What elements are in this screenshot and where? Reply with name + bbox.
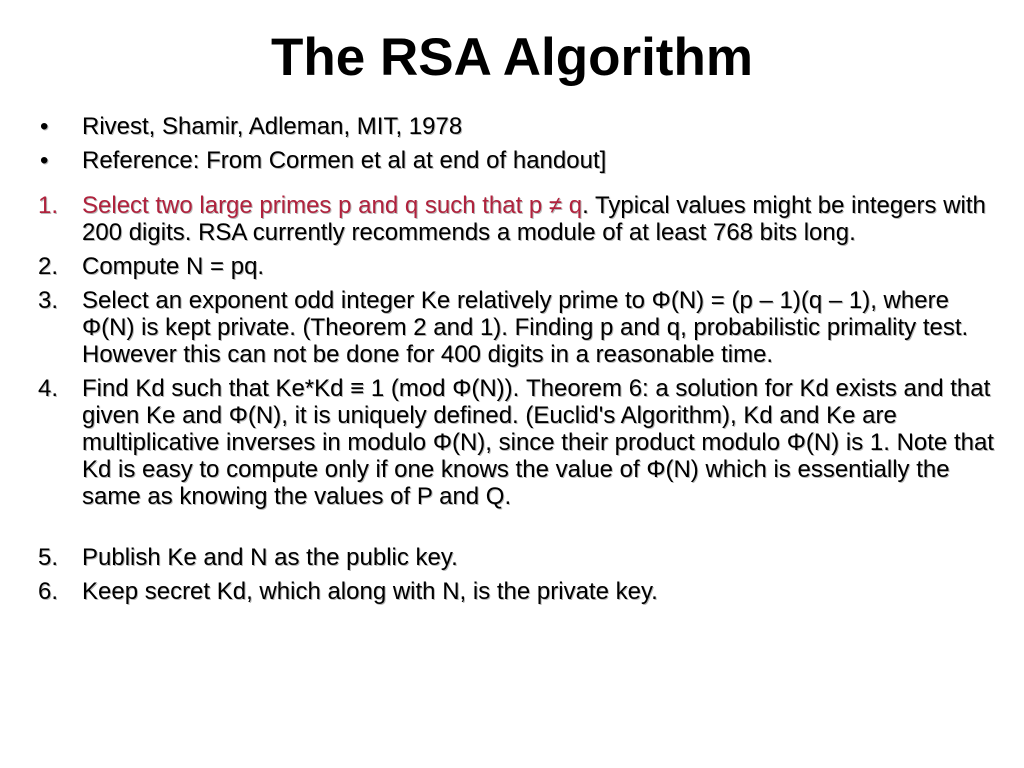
bullet-marker: • [40, 147, 49, 174]
slide-content [38, 111, 998, 605]
numbered-item [38, 253, 998, 280]
bullet-item [38, 147, 998, 174]
numbered-item [38, 578, 998, 605]
item-number: 6. [38, 578, 59, 605]
item-number: 1. [38, 192, 59, 219]
bullet-marker: • [40, 113, 49, 140]
numbered-item [38, 544, 998, 571]
item-number: 4. [38, 375, 59, 402]
item-text: Select an exponent odd integer Ke relatively prime to Φ(N) = (p – 1)(q – 1), where Φ(N) is kept private. (Theorem 2 and 1). Finding p and q, probabilistic primality test. However this can not be done for 400 digits in a reasonable time. [82, 287, 969, 368]
item-text: Compute N = pq. [82, 253, 265, 280]
bullet-item [38, 113, 998, 140]
bullet-text: Reference: From Cormen et al at end of handout] [82, 147, 607, 174]
item-number: 2. [38, 253, 59, 280]
bullet-text: Rivest, Shamir, Adleman, MIT, 1978 [82, 113, 463, 140]
highlighted-text: Select two large primes p and q such that p ≠ q [82, 192, 583, 219]
item-text: Find Kd such that Ke*Kd ≡ 1 (mod Φ(N)). Theorem 6: a solution for Kd exists and that given Ke and Φ(N), it is uniquely defined. (Euclid's Algorithm), Kd and Ke are multiplicative inverses in modulo Φ(N), since their product modulo Φ(N) is 1. Note that Kd is easy to compute only if one knows the value of Φ(N) which is essentially the same as knowing the values of P and Q. [82, 375, 994, 510]
item-text: Publish Ke and N as the public key. [82, 544, 458, 571]
item-number: 5. [38, 544, 59, 571]
item-number: 3. [38, 287, 59, 314]
numbered-item [38, 192, 998, 246]
item-text: Keep secret Kd, which along with N, is the private key. [82, 578, 658, 605]
numbered-item [38, 287, 998, 368]
numbered-item [38, 375, 998, 510]
slide-title: The RSA Algorithm [271, 28, 753, 87]
item-text: . Typical values might be integers with 200 digits. RSA currently recommends a module of at least 768 bits long. [82, 192, 986, 246]
